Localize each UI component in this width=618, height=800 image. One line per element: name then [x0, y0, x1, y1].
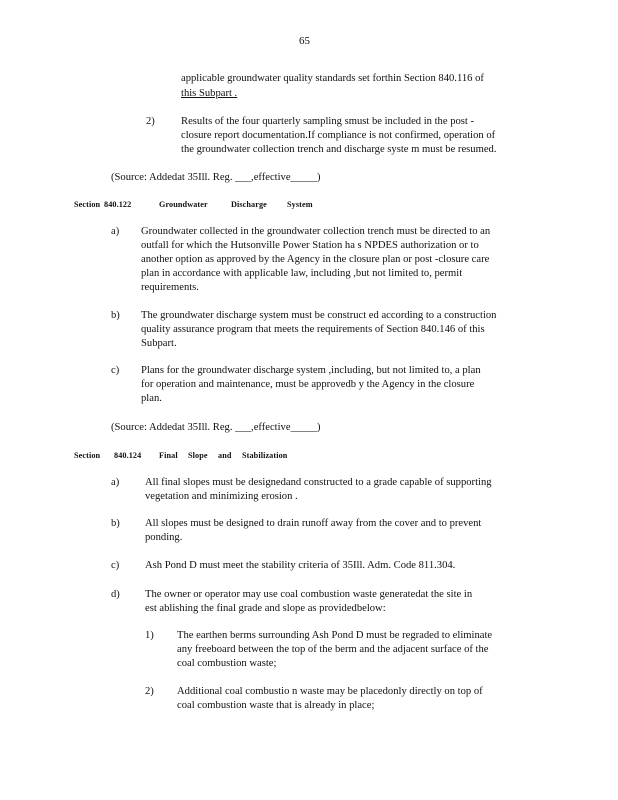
paragraph-line: the groundwater collection trench and discharge syste m must be resumed. — [181, 144, 497, 155]
item-number: c) — [111, 560, 120, 571]
paragraph-line-underlined: this Subpart . — [181, 88, 238, 99]
paragraph-line: outfall for which the Hutsonville Power Station ha s NPDES authorization or to — [141, 240, 479, 251]
page-number: 65 — [299, 35, 310, 47]
paragraph-line: All final slopes must be designedand constructed to a grade capable of supporting — [145, 477, 492, 488]
paragraph-line: coal combustion waste that is already in place; — [177, 700, 375, 711]
item-number: b) — [111, 310, 120, 321]
section-title-word: Stabilization — [242, 451, 288, 460]
item-number: 2) — [145, 686, 154, 697]
item-number: a) — [111, 226, 120, 237]
paragraph-line: quality assurance program that meets the requirements of Section 840.146 of this — [141, 324, 485, 335]
item-number: d) — [111, 589, 120, 600]
paragraph-line: closure report documentation.If compliance is not confirmed, operation of — [181, 130, 496, 141]
paragraph-line: requirements. — [141, 282, 199, 293]
paragraph-line: plan. — [141, 393, 162, 404]
paragraph-line: Ash Pond D must meet the stability criteria of 35Ill. Adm. Code 811.304. — [145, 560, 456, 571]
paragraph-line: All slopes must be designed to drain runoff away from the cover and to prevent — [145, 518, 482, 529]
paragraph-line: coal combustion waste; — [177, 658, 277, 669]
item-number: a) — [111, 477, 120, 488]
paragraph-line: The owner or operator may use coal combustion waste generatedat the site in — [145, 589, 473, 600]
paragraph-line: any freeboard between the top of the berm and the adjacent surface of the — [177, 644, 489, 655]
section-title-word: Slope — [188, 451, 208, 460]
paragraph-line: Groundwater collected in the groundwater collection trench must be directed to an — [141, 226, 491, 237]
item-number: 1) — [145, 630, 154, 641]
paragraph-line: for operation and maintenance, must be approvedb y the Agency in the closure — [141, 379, 475, 390]
paragraph-line: Additional coal combustio n waste may be placedonly directly on top of — [177, 686, 483, 697]
paragraph-line: ponding. — [145, 532, 183, 543]
paragraph-line: Plans for the groundwater discharge system ,including, but not limited to, a plan — [141, 365, 481, 376]
section-title-word: System — [287, 200, 313, 209]
paragraph-line: applicable groundwater quality standards set forthin Section 840.116 of — [181, 73, 484, 84]
item-number: c) — [111, 365, 120, 376]
section-number: 840.124 — [114, 451, 142, 460]
paragraph-line: est ablishing the final grade and slope as providedbelow: — [145, 603, 386, 614]
paragraph-line: vegetation and minimizing erosion . — [145, 491, 298, 502]
item-number: 2) — [146, 116, 155, 127]
paragraph-line: The groundwater discharge system must be construct ed according to a construction — [141, 310, 497, 321]
source-note: (Source: Addedat 35Ill. Reg. ___,effective_____) — [111, 422, 321, 433]
paragraph-line: plan in accordance with applicable law, including ,but not limited to, permit — [141, 268, 463, 279]
section-label: Section — [74, 451, 101, 460]
paragraph-line: Subpart. — [141, 338, 177, 349]
source-note: (Source: Addedat 35Ill. Reg. ___,effective_____) — [111, 172, 321, 183]
section-title-word: Discharge — [231, 200, 267, 209]
section-title-word: and — [218, 451, 232, 460]
section-title-word: Groundwater — [159, 200, 208, 209]
paragraph-line: The earthen berms surrounding Ash Pond D must be regraded to eliminate — [177, 630, 493, 641]
paragraph-line: Results of the four quarterly sampling smust be included in the post - — [181, 116, 475, 127]
section-heading-840-122 — [0, 200, 618, 212]
section-label: Section — [74, 200, 101, 209]
paragraph-line: another option as approved by the Agency in the closure plan or post -closure care — [141, 254, 490, 265]
section-number: 840.122 — [104, 200, 132, 209]
item-number: b) — [111, 518, 120, 529]
section-heading-840-124 — [0, 451, 618, 463]
section-title-word: Final — [159, 451, 178, 460]
